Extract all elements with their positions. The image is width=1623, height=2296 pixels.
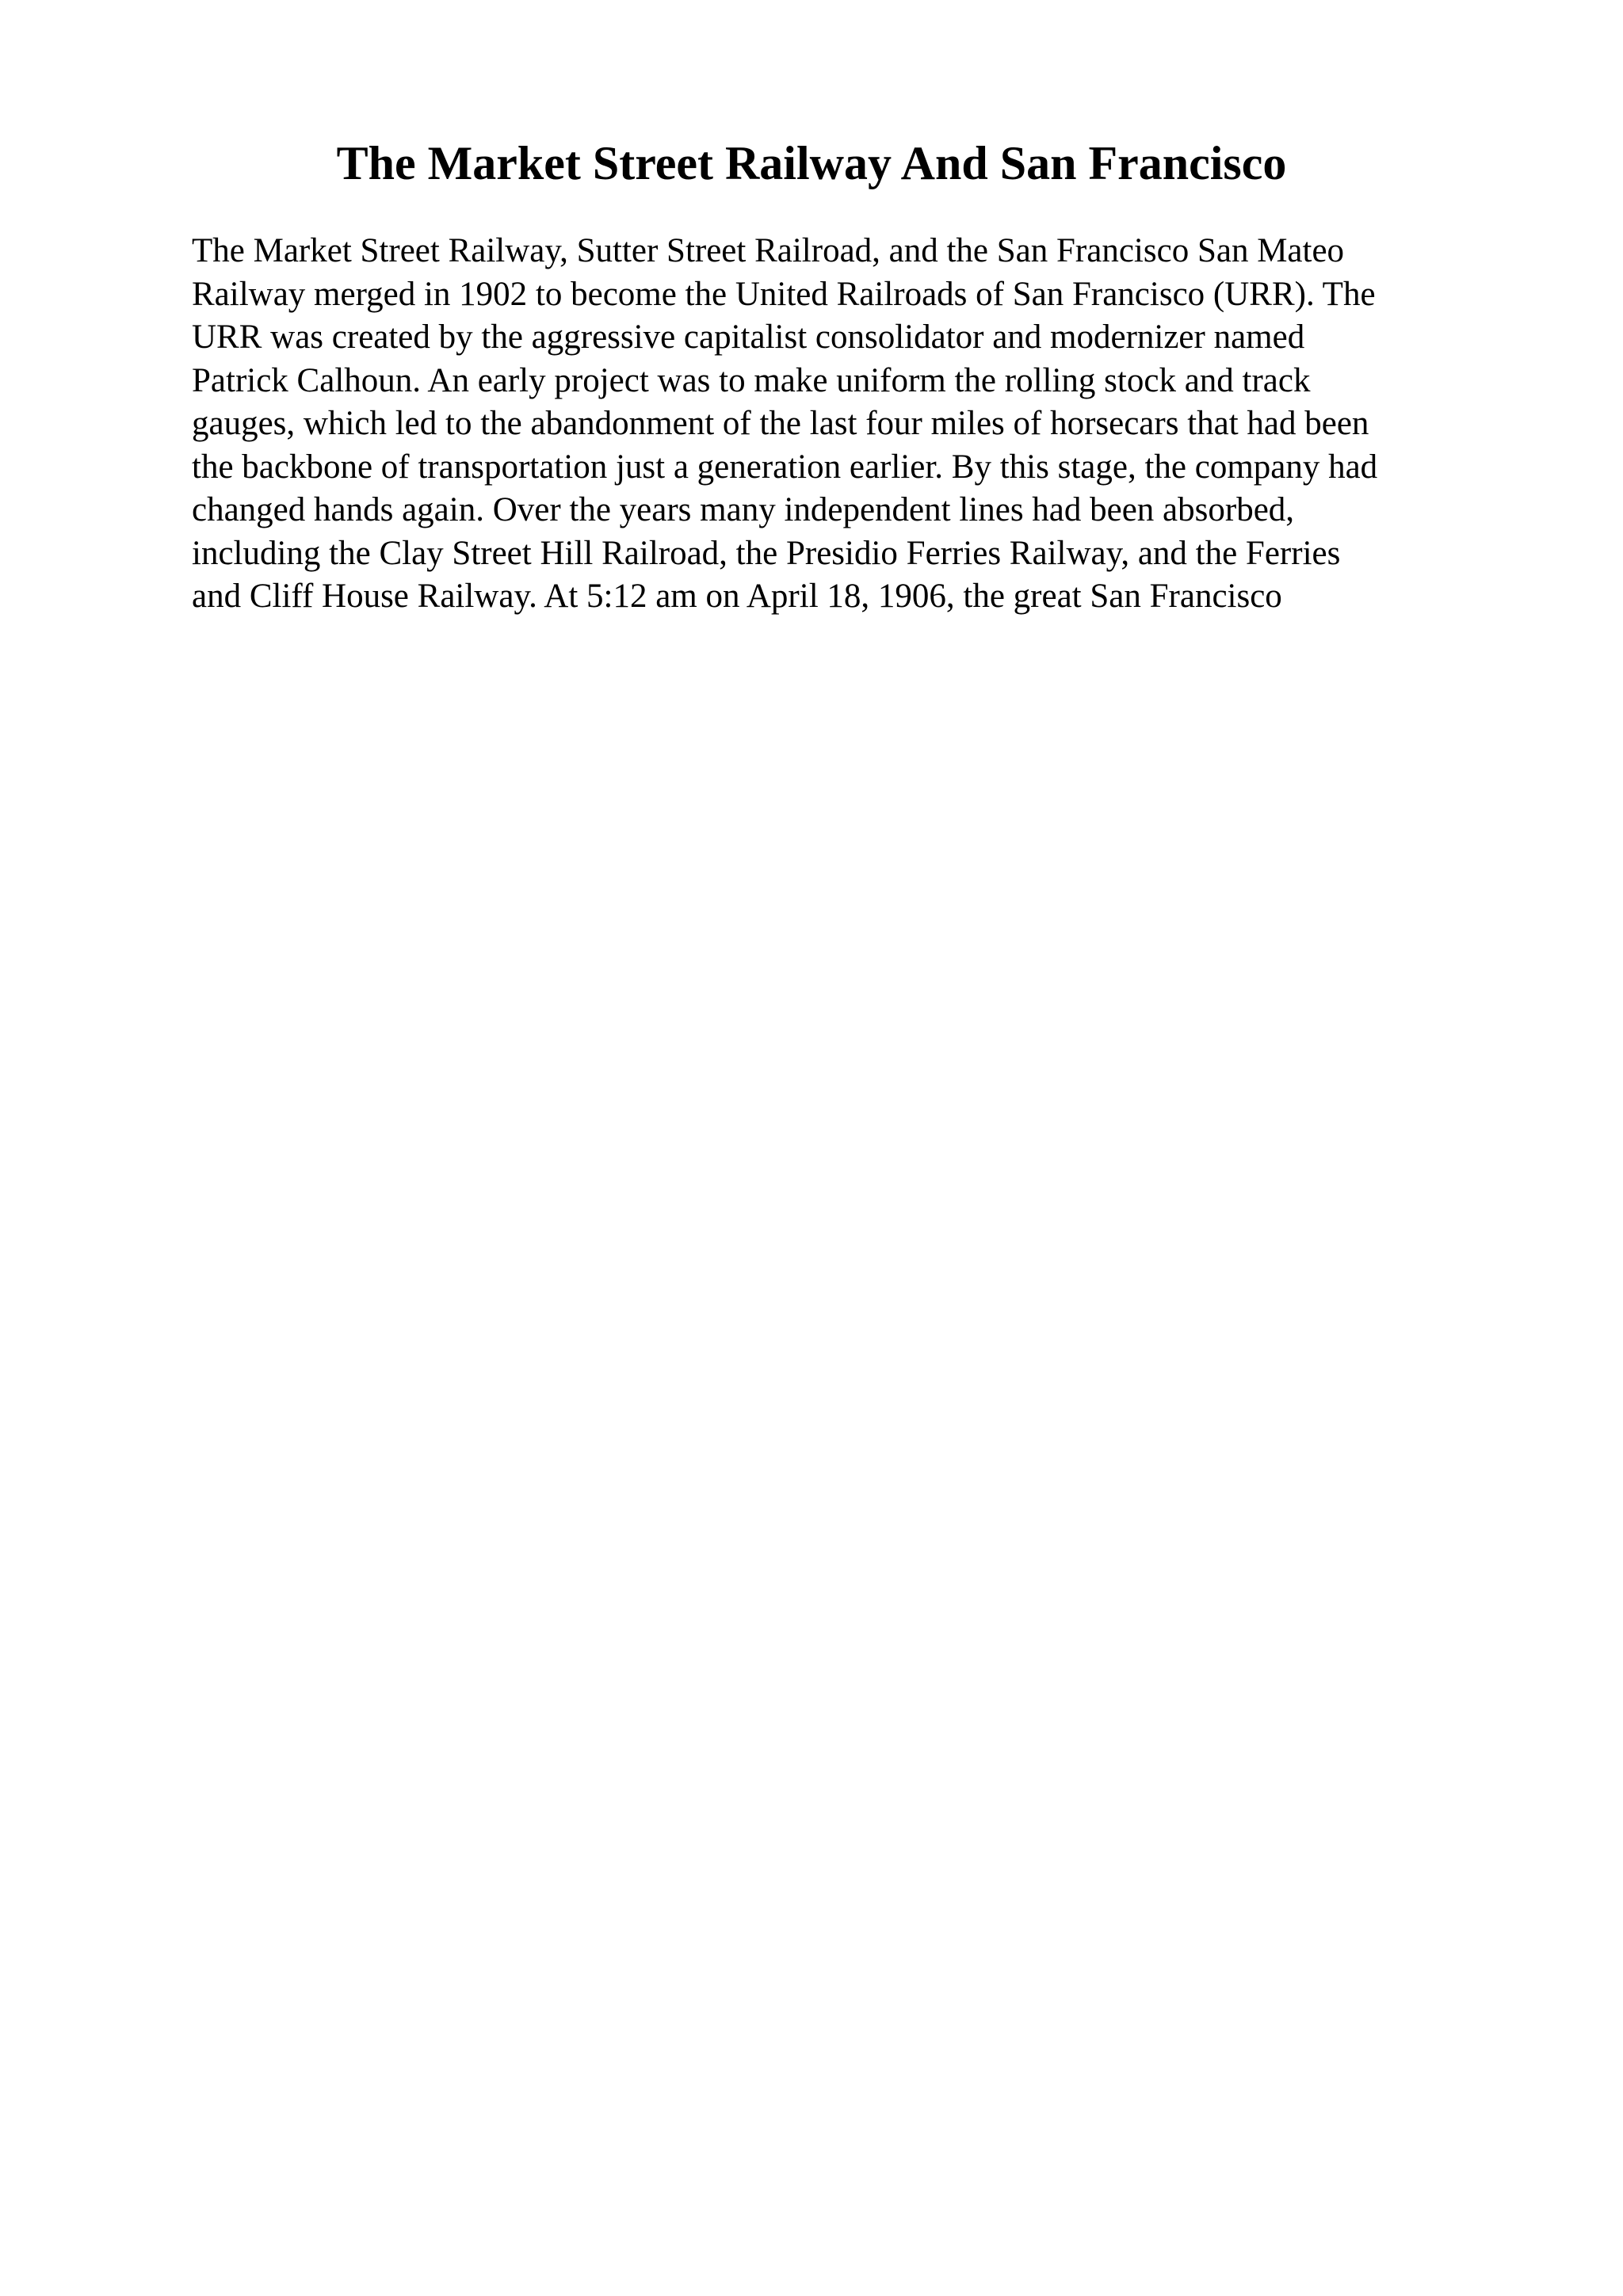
body-paragraph: [192, 230, 1491, 619]
paragraph-line: including the Clay Street Hill Railroad, the Presidio Ferries Railway, and the Ferries: [192, 534, 1341, 572]
paragraph-line: changed hands again. Over the years many independent lines had been absorbed,: [192, 491, 1295, 528]
paragraph-line: The Market Street Railway, Sutter Street Railroad, and the San Francisco San Mateo: [192, 232, 1345, 269]
paragraph-line: Railway merged in 1902 to become the United Railroads of San Francisco (URR). The: [192, 275, 1376, 313]
page-title: The Market Street Railway And San Francisco: [336, 137, 1287, 189]
paragraph-line: the backbone of transportation just a generation earlier. By this stage, the company had: [192, 448, 1378, 486]
paragraph-line: Patrick Calhoun. An early project was to make uniform the rolling stock and track: [192, 361, 1311, 399]
paragraph-line: gauges, which led to the abandonment of the last four miles of horsecars that had been: [192, 405, 1369, 442]
paragraph-line: and Cliff House Railway. At 5:12 am on April 18, 1906, the great San Francisco: [192, 578, 1282, 615]
paragraph-line: URR was created by the aggressive capitalist consolidator and modernizer named: [192, 318, 1305, 356]
